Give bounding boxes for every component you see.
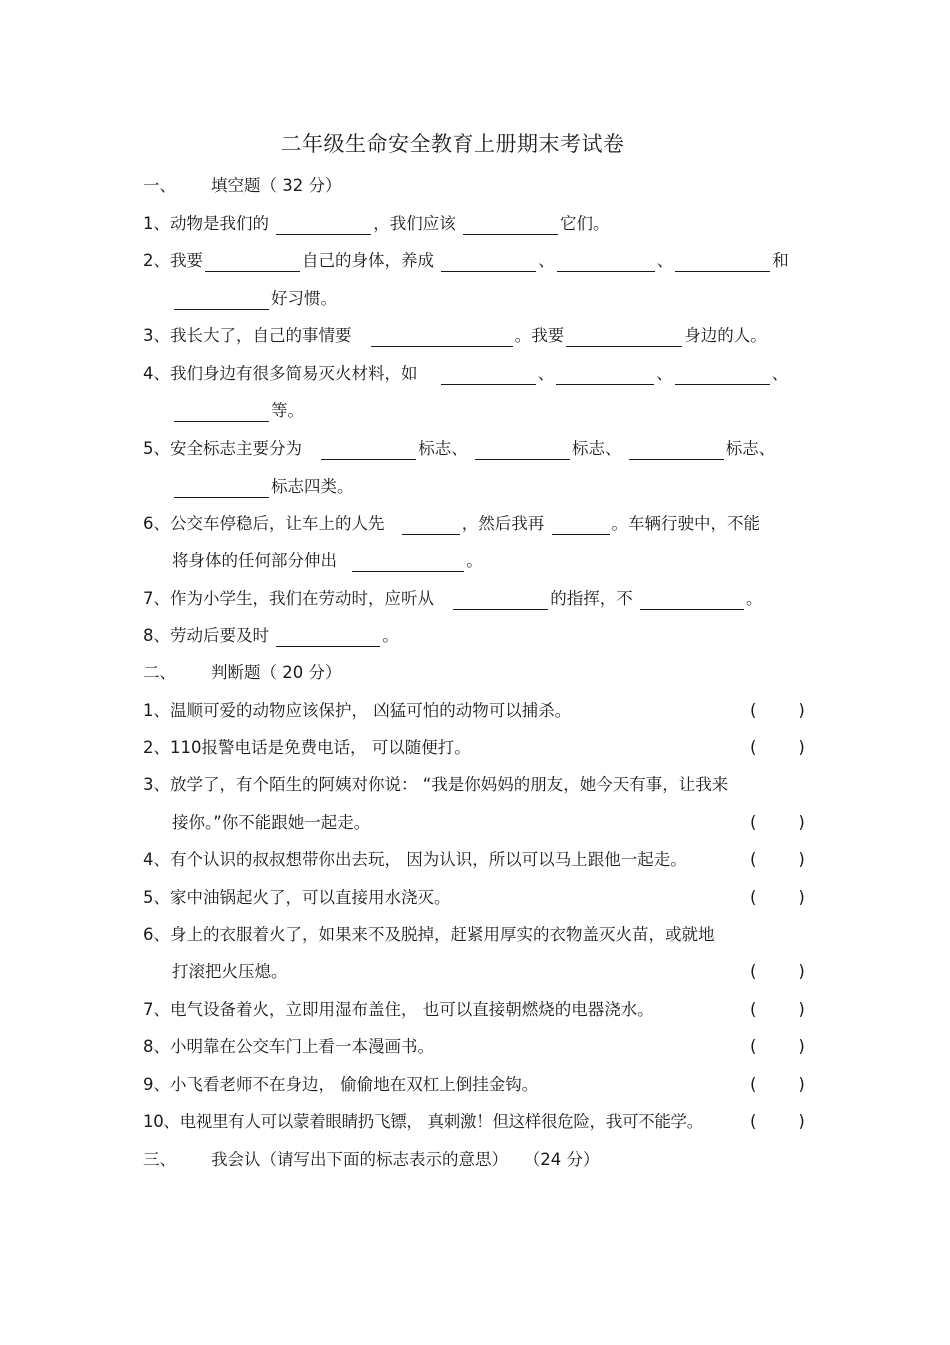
judge-question-8: 8、小明靠在公交车门上看一本漫画书。 xyxy=(143,1037,434,1056)
question-text: 2、我要 xyxy=(143,251,203,270)
section-number: 一、 xyxy=(143,176,176,195)
fill-question-7 xyxy=(143,588,763,610)
fill-question-5-cont xyxy=(172,476,354,498)
question-text: 、 xyxy=(537,364,555,383)
answer-blank[interactable] xyxy=(276,216,371,235)
section-heading-judge xyxy=(143,662,342,684)
question-text: 标志、 xyxy=(725,439,776,458)
fill-question-5 xyxy=(143,438,775,460)
question-text: 6、公交车停稳后，让车上的人先 xyxy=(143,514,385,533)
question-text: 标志、 xyxy=(418,439,468,458)
answer-parentheses[interactable]: ( ) xyxy=(750,962,805,981)
judge-question-2: 2、110报警电话是免费电话， 可以随便打。 xyxy=(143,738,471,757)
question-text: 8、劳动后要及时 xyxy=(143,626,269,645)
fill-question-6-cont xyxy=(172,550,483,572)
question-text: ，我们应该 xyxy=(373,214,456,233)
question-text: 。车辆行驶中，不能 xyxy=(611,514,760,533)
answer-parentheses[interactable]: ( ) xyxy=(750,738,805,757)
judge-question-7: 7、电气设备着火，立即用湿布盖住， 也可以直接朝燃烧的电器浇水。 xyxy=(143,1000,654,1019)
answer-blank[interactable] xyxy=(441,366,536,385)
question-text: 它们。 xyxy=(560,214,610,233)
judge-question-6-cont: 打滚把火压熄。 xyxy=(172,962,288,981)
fill-question-6 xyxy=(143,513,760,535)
question-text: ，然后我再 xyxy=(461,514,545,533)
answer-blank[interactable] xyxy=(552,516,610,535)
answer-parentheses[interactable]: ( ) xyxy=(750,850,805,869)
judge-question-10: 10、电视里有人可以蒙着眼睛扔飞镖， 真刺激！但这样很危险，我可不能学。 xyxy=(143,1112,703,1131)
answer-blank[interactable] xyxy=(557,253,655,272)
question-text: 、 xyxy=(656,364,673,383)
question-text: 。 xyxy=(746,589,763,608)
judge-question-6: 6、身上的衣服着火了，如果来不及脱掉，赶紧用厚实的衣物盖灭火苗，或就地 xyxy=(143,925,715,944)
judge-question-3-cont: 接你。”你不能跟她一起走。 xyxy=(172,813,371,832)
answer-blank[interactable] xyxy=(321,441,416,460)
section-heading-fill xyxy=(143,175,342,197)
question-text: 、 xyxy=(538,251,555,270)
answer-blank[interactable] xyxy=(675,253,770,272)
answer-parentheses[interactable]: ( ) xyxy=(750,813,805,832)
answer-blank[interactable] xyxy=(453,591,548,610)
answer-blank[interactable] xyxy=(556,366,654,385)
section-label: 我会认（请写出下面的标志表示的意思） （24 分） xyxy=(211,1150,600,1169)
question-text: 3、我长大了，自己的事情要 xyxy=(143,326,352,345)
judge-question-3: 3、放学了，有个陌生的阿姨对你说： “我是你妈妈的朋友，她今天有事，让我来 xyxy=(143,775,729,794)
question-text: 好习惯。 xyxy=(271,289,337,308)
answer-blank[interactable] xyxy=(352,553,464,572)
answer-parentheses[interactable]: ( ) xyxy=(750,1112,805,1131)
judge-question-4: 4、有个认识的叔叔想带你出去玩， 因为认识，所以可以马上跟他一起走。 xyxy=(143,850,687,869)
question-text: 。我要 xyxy=(514,326,565,345)
fill-question-2 xyxy=(143,250,789,272)
question-text: 、 xyxy=(771,364,789,383)
answer-blank[interactable] xyxy=(675,366,770,385)
question-text: 。 xyxy=(466,551,483,570)
question-text: 等。 xyxy=(271,401,304,420)
question-text: 、 xyxy=(656,251,674,270)
section-label: 填空题（ 32 分） xyxy=(211,176,342,195)
answer-blank[interactable] xyxy=(463,216,558,235)
question-text: 4、我们身边有很多简易灭火材料，如 xyxy=(143,364,418,383)
question-text: 的指挥，不 xyxy=(550,589,633,608)
question-text: 7、作为小学生，我们在劳动时，应听从 xyxy=(143,589,434,608)
section-label: 判断题（ 20 分） xyxy=(211,663,342,682)
answer-blank[interactable] xyxy=(629,441,724,460)
answer-blank[interactable] xyxy=(566,328,682,347)
answer-parentheses[interactable]: ( ) xyxy=(750,888,805,907)
question-text: 将身体的任何部分伸出 xyxy=(172,551,337,570)
question-text: 身边的人。 xyxy=(684,326,767,345)
fill-question-3 xyxy=(143,325,767,347)
answer-parentheses[interactable]: ( ) xyxy=(750,701,805,720)
fill-question-2-cont xyxy=(172,288,337,310)
answer-blank[interactable] xyxy=(402,516,460,535)
answer-parentheses[interactable]: ( ) xyxy=(750,1000,805,1019)
answer-blank[interactable] xyxy=(276,628,380,647)
question-text: 。 xyxy=(382,626,399,645)
answer-blank[interactable] xyxy=(640,591,744,610)
answer-parentheses[interactable]: ( ) xyxy=(750,1075,805,1094)
question-text: 标志、 xyxy=(572,439,622,458)
judge-question-1: 1、温顺可爱的动物应该保护， 凶猛可怕的动物可以捕杀。 xyxy=(143,701,572,720)
judge-question-9: 9、小飞看老师不在身边， 偷偷地在双杠上倒挂金钩。 xyxy=(143,1075,539,1094)
section-heading-signs xyxy=(143,1149,599,1171)
question-text: 和 xyxy=(772,251,789,270)
answer-blank[interactable] xyxy=(174,291,269,310)
fill-question-4 xyxy=(143,363,788,385)
question-text: 自己的身体，养成 xyxy=(302,251,434,270)
answer-parentheses[interactable]: ( ) xyxy=(750,1037,805,1056)
fill-question-4-cont xyxy=(172,400,304,422)
answer-blank[interactable] xyxy=(205,253,300,272)
page-title: 二年级生命安全教育上册期末考试卷 xyxy=(280,132,625,156)
answer-blank[interactable] xyxy=(174,479,269,498)
question-text: 5、安全标志主要分为 xyxy=(143,439,302,458)
answer-blank[interactable] xyxy=(441,253,536,272)
fill-question-8 xyxy=(143,625,399,647)
answer-blank[interactable] xyxy=(371,328,513,347)
answer-blank[interactable] xyxy=(174,403,269,422)
section-number: 二、 xyxy=(143,663,176,682)
fill-question-1 xyxy=(143,213,610,235)
answer-blank[interactable] xyxy=(475,441,570,460)
section-number: 三、 xyxy=(143,1150,176,1169)
question-text: 1、动物是我们的 xyxy=(143,214,269,233)
judge-question-5: 5、家中油锅起火了，可以直接用水浇灭。 xyxy=(143,888,451,907)
question-text: 标志四类。 xyxy=(271,477,354,496)
